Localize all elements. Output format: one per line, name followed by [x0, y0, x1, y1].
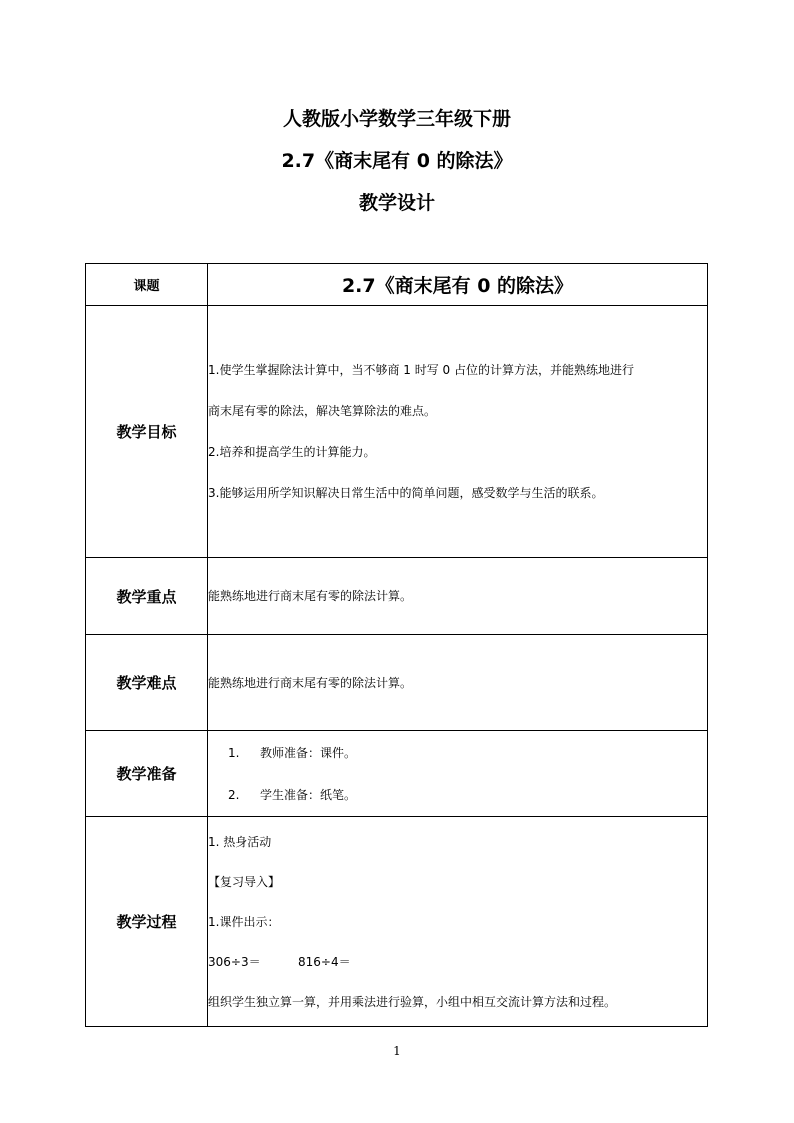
key-label: 教学重点: [86, 558, 208, 635]
prep-item-text: 教师准备：课件。: [260, 745, 357, 760]
calculation-2: 816÷4＝: [298, 954, 351, 969]
document-title: 人教版小学数学三年级下册: [282, 108, 511, 130]
row-preparation: [86, 731, 708, 817]
goal-line: 3.能够运用所学知识解决日常生活中的简单问题，感受数学与生活的联系。: [208, 486, 604, 500]
prep-item: [208, 788, 707, 802]
prep-cell: [208, 731, 708, 817]
goals-label: 教学目标: [86, 306, 208, 558]
topic-value: 2.7《商末尾有 0 的除法》: [341, 275, 574, 297]
goal-line: 商末尾有零的除法，解决笔算除法的难点。: [208, 404, 437, 418]
row-difficulties: [86, 635, 708, 731]
difficulty-label: 教学难点: [86, 635, 208, 731]
goal-line: 2.培养和提高学生的计算能力。: [208, 445, 376, 459]
document-subtitle: 教学设计: [358, 192, 435, 214]
row-topic: [86, 264, 708, 306]
prep-label: 教学准备: [86, 731, 208, 817]
prep-item-number: 1.: [228, 745, 240, 760]
process-task: 组织学生独立算一算，并用乘法进行验算，小组中相互交流计算方法和过程。: [208, 994, 617, 1009]
process-show-line: 1.课件出示：: [208, 914, 280, 929]
row-goals: [86, 306, 708, 558]
difficulty-text: 能熟练地进行商末尾有零的除法计算。: [208, 635, 708, 731]
lesson-plan-table: [85, 263, 708, 1027]
row-process: [86, 817, 708, 1027]
prep-item-text: 学生准备：纸笔。: [260, 787, 357, 802]
process-calculations: [208, 955, 707, 969]
goal-line: 1.使学生掌握除法计算中，当不够商 1 时写 0 占位的计算方法，并能熟练地进行: [208, 363, 634, 377]
goals-cell: [208, 306, 708, 558]
topic-cell: [208, 264, 708, 306]
process-cell: [208, 817, 708, 1027]
row-key-points: [86, 558, 708, 635]
prep-item: [208, 746, 707, 760]
process-label: 教学过程: [86, 817, 208, 1027]
key-text: 能熟练地进行商末尾有零的除法计算。: [208, 558, 708, 635]
lesson-title: 2.7《商末尾有 0 的除法》: [281, 150, 513, 172]
page-number: 1: [393, 1044, 401, 1058]
prep-item-number: 2.: [228, 787, 240, 802]
calculation-1: 306÷3＝: [208, 954, 261, 969]
topic-label: 课题: [86, 264, 208, 306]
process-step: 1. 热身活动: [208, 834, 272, 849]
process-section-heading: 【复习导入】: [208, 874, 281, 889]
